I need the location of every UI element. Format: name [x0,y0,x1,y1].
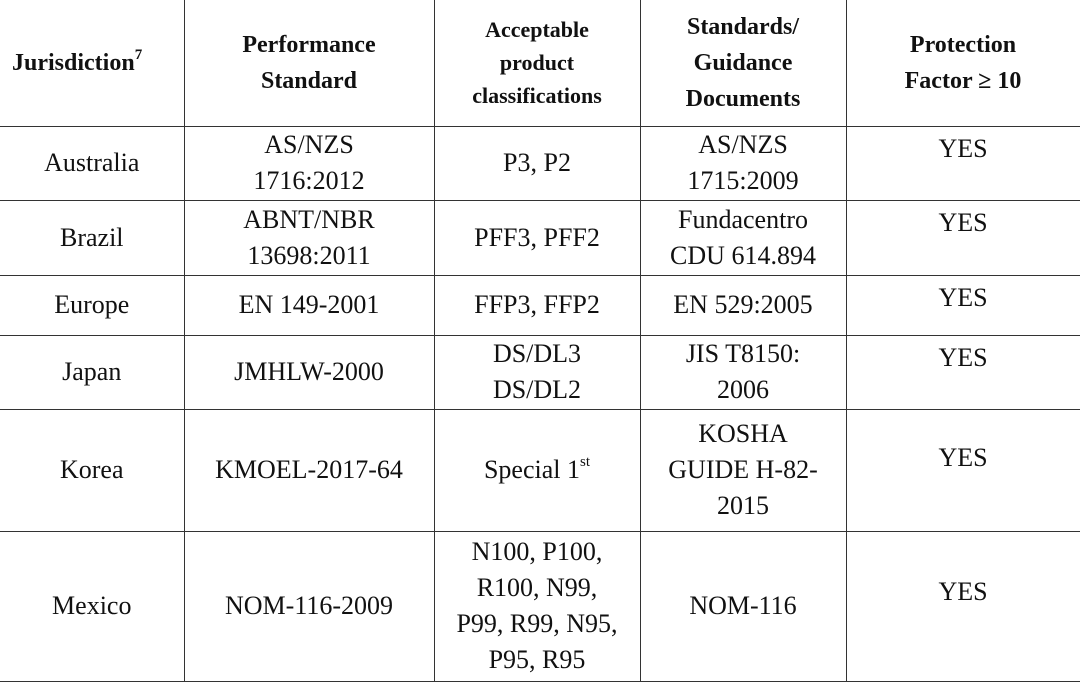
cell-line: CDU 614.894 [670,240,816,270]
cell-classifications [434,409,640,531]
header-line: Performance [242,31,376,58]
table-row-japan [0,335,1080,409]
cell-line: EN 149-2001 [238,290,380,319]
cell-protection-factor: YES [846,531,1080,681]
header-acceptable-classifications [434,0,640,126]
cell-line: Fundacentro [678,204,808,234]
table-row-brazil [0,200,1080,275]
cell-line: 13698:2011 [247,240,371,270]
cell-line: DS/DL2 [492,375,582,404]
cell-line: GUIDE H-82- [668,455,818,484]
cell-line: 2015 [717,491,769,520]
table-row-mexico [0,531,1080,681]
cell-line: KOSHA [698,419,788,448]
cell-performance-standard [184,200,434,275]
cell-documents [640,409,846,531]
header-jurisdiction [0,0,184,126]
table-row-korea [0,409,1080,531]
cell-line: R100, N99, [476,573,598,602]
header-performance-standard [184,0,434,126]
cell-jurisdiction: Korea [0,409,184,531]
cell-classification-text: Special 1 [483,455,580,484]
cell-line: PFF3, PFF2 [474,222,600,252]
cell-performance-standard [184,531,434,681]
cell-line: N100, P100, [471,537,603,566]
header-standards-guidance [640,0,846,126]
cell-line: P3, P2 [503,148,571,177]
header-line: Guidance [693,49,793,76]
cell-line: AS/NZS [264,130,354,159]
cell-line: P95, R95 [488,645,586,674]
header-line: Standard [260,67,358,94]
cell-classifications [434,531,640,681]
cell-line: 1715:2009 [687,166,799,195]
cell-classifications [434,126,640,200]
cell-line: KMOEL-2017-64 [215,455,403,484]
cell-line: FFP3, FFP2 [474,290,600,319]
cell-documents [640,275,846,335]
header-line: Standards/ [686,13,800,40]
cell-classifications [434,275,640,335]
cell-line: JIS T8150: [685,339,801,368]
cell-jurisdiction: Brazil [0,200,184,275]
cell-line: JMHLW-2000 [234,357,384,386]
cell-documents [640,531,846,681]
cell-jurisdiction: Australia [0,126,184,200]
header-line: Factor ≥ 10 [904,67,1022,94]
cell-performance-standard [184,275,434,335]
cell-jurisdiction: Europe [0,275,184,335]
cell-line: DS/DL3 [492,339,582,368]
cell-protection-factor: YES [846,275,1080,335]
cell-protection-factor: YES [846,126,1080,200]
cell-line: NOM-116-2009 [224,591,394,620]
cell-documents [640,200,846,275]
cell-line: NOM-116 [689,591,797,620]
table-row-europe [0,275,1080,335]
header-line: product [499,50,575,76]
cell-line: 2006 [717,375,769,404]
cell-performance-standard [184,335,434,409]
header-line: Acceptable [485,17,589,43]
cell-line: EN 529:2005 [673,290,813,319]
header-line: Documents [685,85,801,112]
footnote-marker: 7 [134,46,143,63]
cell-classifications [434,335,640,409]
cell-classifications [434,200,640,275]
cell-jurisdiction: Japan [0,335,184,409]
cell-line: ABNT/NBR [243,204,375,234]
header-row [0,0,1080,126]
cell-protection-factor: YES [846,409,1080,531]
header-protection-factor [846,0,1080,126]
cell-jurisdiction: Mexico [0,531,184,681]
cell-performance-standard [184,126,434,200]
cell-performance-standard [184,409,434,531]
cell-documents [640,335,846,409]
cell-line: P99, R99, N95, [456,609,618,638]
cell-line: 1716:2012 [253,166,365,195]
header-jurisdiction-label: Jurisdiction [12,49,135,76]
cell-documents [640,126,846,200]
header-line: Protection [909,31,1017,58]
header-line: classifications [472,83,602,109]
cell-line: AS/NZS [698,130,788,159]
cell-protection-factor: YES [846,200,1080,275]
table-row-australia [0,126,1080,200]
cell-protection-factor: YES [846,335,1080,409]
ordinal-suffix: st [580,454,591,471]
